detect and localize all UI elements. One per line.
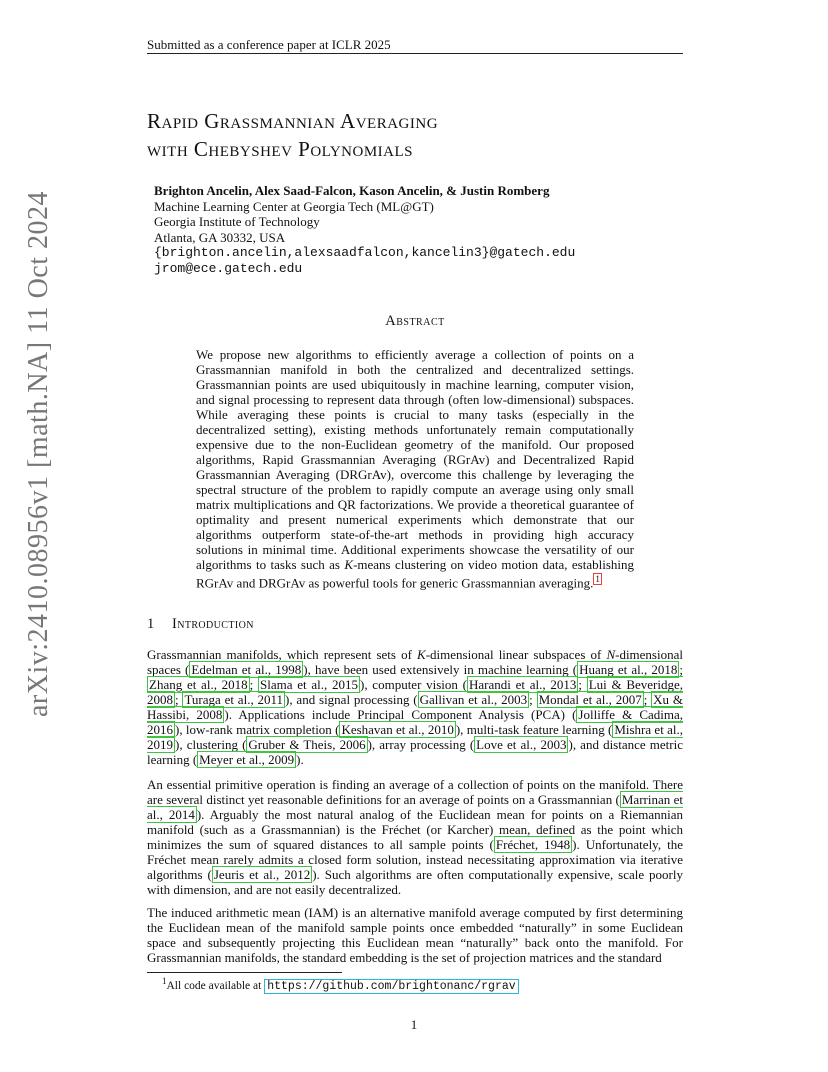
email-line: {brighton.ancelin,alexsaadfalcon,kancelin3}@gatech.edu bbox=[154, 245, 576, 260]
intro-paragraph-3: The induced arithmetic mean (IAM) is an alternative manifold average computed by first determining the Euclidean mean of the manifold sample points once embedded “naturally” in some Euclidean space and subsequently projecting this Euclidean mean “naturally” back onto the manifold. For Grassmannian manifolds, the standard embedding is the set of projection matrices and the standard bbox=[147, 905, 683, 965]
footnote-rule bbox=[147, 972, 342, 973]
citation-link[interactable]: Huang et al., 2018 bbox=[579, 662, 678, 677]
header-rule bbox=[147, 53, 683, 54]
citation-link[interactable]: Meyer et al., 2009 bbox=[199, 752, 295, 767]
section-number: 1 bbox=[147, 616, 155, 632]
citation-link[interactable]: Jolliffe & Cadima, 2016 bbox=[147, 707, 684, 737]
abstract-body: We propose new algorithms to efficiently average a collection of points on a Grassmannian manifold in both the centralized and decentralized settings. Grassmannian points are used ubiquitously in machine learning, computer vision, and signal processing to represent data through (often low-dimensional) subspaces. While averaging these points is crucial to many tasks (especially in the decentralized setting), existing methods unfortunately remain computationally expensive due to the non-Euclidean geometry of the manifold. Our proposed algorithms, Rapid Grassmannian Averaging (RGrAv) and Decentralized Rapid Grassmannian Averaging (DRGrAv), overcome this challenge by leveraging the spectral structure of the problem to rapidly compute an average using only small matrix multiplications and QR factorizations. We provide a theoretical guarantee of optimality and present numerical experiments which demonstrate that our algorithms outperform state-of-the-art methods in providing high accuracy solutions in minimal time. Additional experiments showcase the versatility of our algorithms to tasks such as K-means clustering on video motion data, establishing RGrAv and DRGrAv as powerful tools for generic Grassmannian averaging. $^1$ bbox=[196, 347, 634, 591]
citation-link[interactable]: Marrinan et al., 2014 bbox=[147, 792, 683, 822]
title-line-2: with Chebyshev Polynomials bbox=[147, 137, 413, 161]
title-line-1: Rapid Grassmannian Averaging bbox=[147, 109, 439, 133]
author-names: Brighton Ancelin, Alex Saad-Falcon, Kason Ancelin, & Justin Romberg bbox=[154, 183, 550, 198]
citation-link[interactable]: Zhang et al., 2018 bbox=[149, 677, 248, 692]
citation-link[interactable]: Turaga et al., 2011 bbox=[184, 692, 284, 707]
abstract-heading: Abstract bbox=[385, 313, 445, 329]
citation-link[interactable]: Mondal et al., 2007 bbox=[538, 692, 642, 707]
affiliation-line: Atlanta, GA 30332, USA bbox=[154, 229, 286, 245]
citation-link[interactable]: Edelman et al., 1998 bbox=[191, 662, 302, 677]
footnote-mark: 1 bbox=[162, 976, 167, 986]
citation-link[interactable]: Xu & Hassibi, 2008 bbox=[147, 692, 683, 722]
citation-link[interactable]: Gruber & Theis, 2006 bbox=[248, 737, 366, 752]
arxiv-stamp: arXiv:2410.08956v1 [math.NA] 11 Oct 2024 bbox=[23, 191, 54, 717]
affiliation-line: Georgia Institute of Technology bbox=[154, 214, 320, 229]
author-block bbox=[154, 183, 674, 276]
affiliation-line: Machine Learning Center at Georgia Tech (ML@GT) bbox=[154, 198, 434, 214]
code-url-link[interactable]: https://github.com/brightonanc/rgrav bbox=[264, 979, 518, 994]
citation-link[interactable]: Fréchet, 1948 bbox=[495, 837, 571, 852]
footnote: $^1$All code available at https://github.com/brightonanc/rgrav bbox=[162, 976, 682, 993]
citation-link[interactable]: Harandi et al., 2013 bbox=[468, 677, 577, 692]
section-heading bbox=[147, 616, 254, 633]
citation-link[interactable]: Love et al., 2003 bbox=[476, 737, 567, 752]
citation-link[interactable]: Slama et al., 2015 bbox=[260, 677, 358, 692]
paper-title bbox=[147, 107, 687, 163]
intro-paragraph-2: An essential primitive operation is finding an average of a collection of points on the manifold. There are several distinct yet reasonable definitions for an average of points on a Grassmannian ( Marrinan et al., 2014 ). Arguably the most natural analog of the Euclidean mean for points on a Riemannian manifold (such as a Grassmannian) is the Fréchet (or Karcher) mean, defined as the point which minimizes the sum of squared distances to all sample points ( Fréchet, 1948 ). Unfortunately, the Fréchet mean rarely admits a closed form solution, instead necessitating approximation via iterative algorithms ( Jeuris et al., 2012 ). Such algorithms are often computationally expensive, scale poorly with dimension, and are not easily decentralized. bbox=[147, 777, 683, 897]
page-number: 1 bbox=[410, 1017, 418, 1032]
running-header: Submitted as a conference paper at ICLR 2025 bbox=[147, 37, 391, 52]
intro-paragraph-1: Grassmannian manifolds, which represent sets of K-dimensional linear subspaces of N-dimensional spaces ( Edelman et al., 1998 ), have been used extensively in machine learning ( Huang et al., 2018 ; Zhang et al., 2018 ; Slama et al., 2015 ), computer vision ( Harandi et al., 2013 ; Lui & Beveridge, 2008 ; Turaga et al., 2011 ), and signal processing ( Gallivan et al., 2003 ; Mondal et al., 2007 ; Xu & Hassibi, 2008 ). Applications include Principal Component Analysis (PCA) ( Jolliffe & Cadima, 2016 ), low-rank matrix completion ( Keshavan et al., 2010 ), multi-task feature learning ( Mishra et al., 2019 ), clustering ( Gruber & Theis, 2006 ), array processing ( Love et al., 2003 ), and distance metric learning ( Meyer et al., 2009 ). bbox=[147, 647, 684, 767]
citation-link[interactable]: Mishra et al., 2019 bbox=[147, 722, 683, 752]
email-line: jrom@ece.gatech.edu bbox=[154, 260, 303, 276]
footnote-link[interactable]: 1 bbox=[595, 574, 600, 584]
citation-link[interactable]: Keshavan et al., 2010 bbox=[341, 722, 454, 737]
citation-link[interactable]: Jeuris et al., 2012 bbox=[213, 867, 311, 882]
citation-link[interactable]: Lui & Beveridge, 2008 bbox=[147, 677, 683, 707]
section-title: Introduction bbox=[172, 616, 254, 632]
citation-link[interactable]: Gallivan et al., 2003 bbox=[419, 692, 528, 707]
